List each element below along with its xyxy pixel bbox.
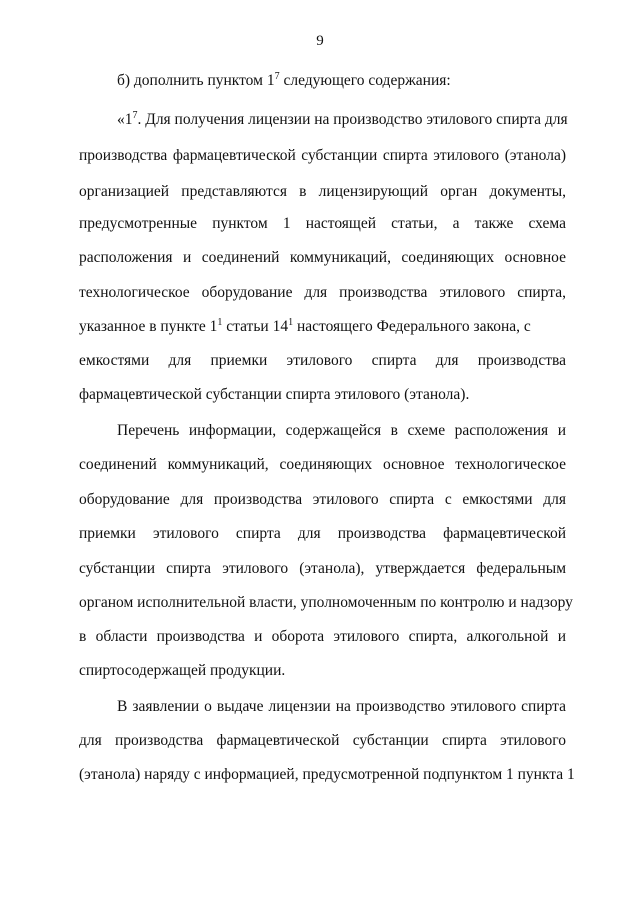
text-segment: статьи 14 [226,318,289,335]
superscript: 1 [217,317,223,328]
page-number: 9 [316,33,324,49]
superscript: 7 [132,110,138,121]
text-line: соединений коммуникаций, соединяющих основное технологическое [79,456,566,473]
text-line: (этанола) наряду с информацией, предусмотренной подпунктом 1 пункта 1 [79,766,575,783]
text-line: технологическое оборудование для производства этилового спирта, [79,284,566,301]
text-line: емкостями для приемки этилового спирта для производства [79,352,566,369]
superscript: 1 [288,317,294,328]
text-line [117,71,566,91]
text-line: приемки этилового спирта для производства фармацевтической [79,525,566,542]
text-line [79,317,566,337]
text-line: Перечень информации, содержащейся в схеме расположения и [117,422,566,439]
text-line: В заявлении о выдаче лицензии на производство этилового спирта [117,698,566,715]
text-segment: «1 [117,111,133,128]
text-segment: настоящего Федерального закона, с [296,318,531,335]
text-line: органом исполнительной власти, уполномоченным по контролю и надзору [79,594,573,611]
text-segment: б) дополнить пунктом 1 [117,72,275,89]
text-line [117,110,566,130]
text-line: для производства фармацевтической субстанции спирта этилового [79,732,566,749]
text-line: производства фармацевтической субстанции спирта этилового (этанола) [79,147,566,164]
text-line: в области производства и оборота этилового спирта, алкогольной и [79,628,566,645]
text-line: расположения и соединений коммуникаций, соединяющих основное [79,249,566,266]
text-line: предусмотренные пунктом 1 настоящей статьи, а также схема [79,215,566,232]
text-line: спиртосодержащей продукции. [79,662,286,679]
text-line: оборудование для производства этилового спирта с емкостями для [79,491,566,508]
superscript: 7 [274,71,280,82]
text-segment: указанное в пункте 1 [79,318,218,335]
text-segment: следующего содержания: [283,72,451,89]
text-line: фармацевтической субстанции спирта этилового (этанола). [79,386,470,403]
text-segment: . Для получения лицензии на производство этилового спирта для [137,111,568,128]
text-line: субстанции спирта этилового (этанола), утверждается федеральным [79,560,566,577]
text-line: организацией представляются в лицензирующий орган документы, [79,183,566,200]
